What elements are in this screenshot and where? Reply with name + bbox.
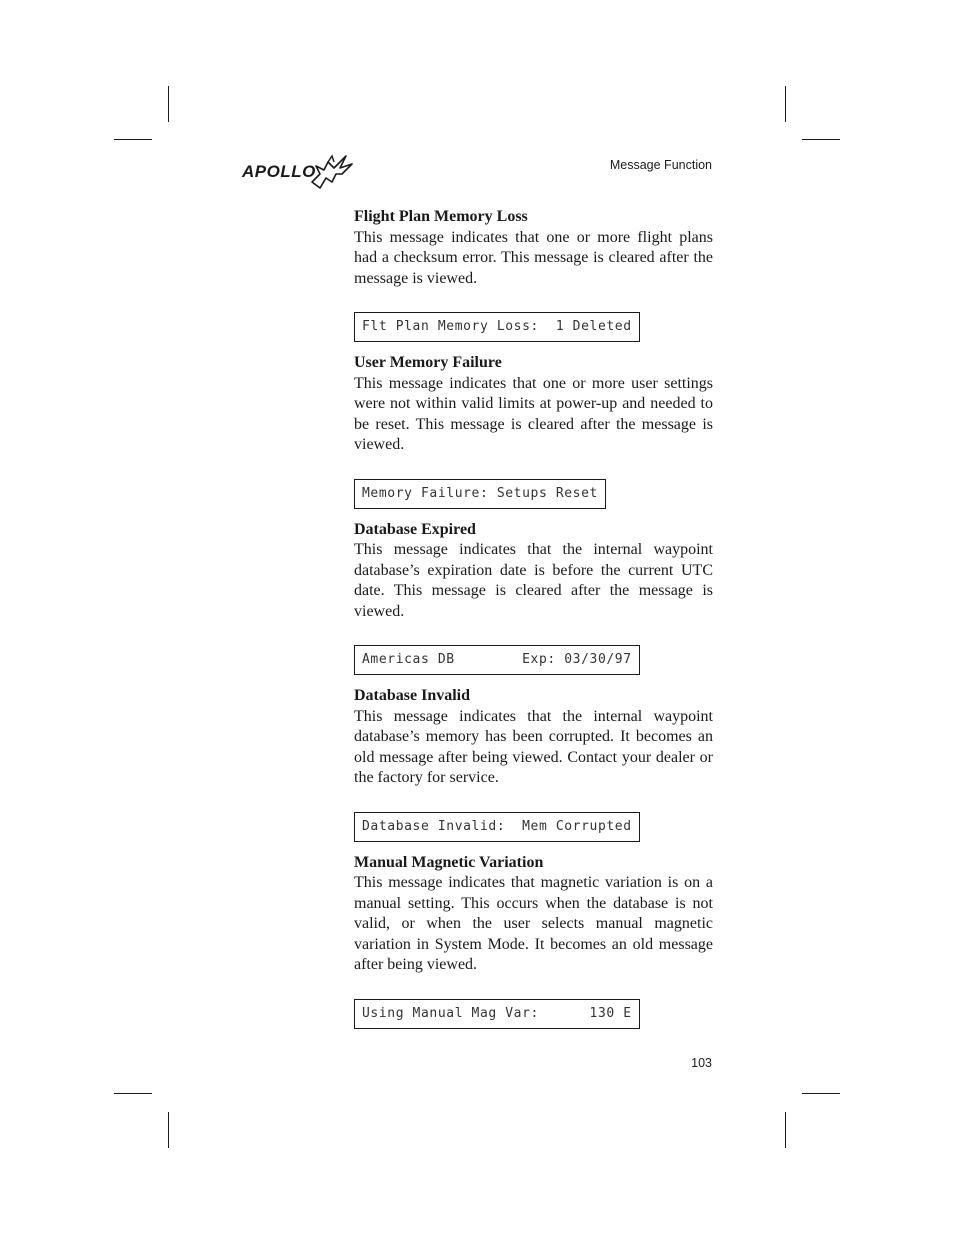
crop-mark	[168, 1112, 169, 1148]
message-title: User Memory Failure	[354, 354, 502, 371]
message-description: This message indicates that the internal waypoint database’s memory has been corrupted. It becomes an old message after being viewed. Contact your dealer or the factory for service.	[354, 707, 713, 786]
message-title: Manual Magnetic Variation	[354, 853, 544, 871]
section-title: Message Function	[609, 158, 712, 172]
page-number: 103	[691, 1056, 712, 1070]
message-title: Database Expired	[354, 520, 476, 538]
display-screen: Memory Failure: Setups Reset	[354, 479, 606, 509]
message-list	[354, 207, 713, 1040]
message-description: This message indicates that magnetic variation is on a manual setting. This occurs when the database is not valid, or when the user selects manual magnetic variation in System Mode. It becomes an old message after being viewed.	[354, 874, 713, 973]
pegasus-icon	[306, 152, 356, 190]
crop-mark	[168, 86, 169, 122]
logo-text: APOLLO	[242, 162, 316, 181]
message-title: Database Invalid	[354, 687, 471, 704]
message-section	[354, 853, 713, 1040]
message-description: This message indicates that the internal waypoint database’s expiration date is before the current UTC date. This message is cleared after the message is viewed.	[354, 541, 713, 620]
message-section	[354, 353, 713, 520]
crop-mark	[802, 1093, 840, 1094]
display-screen: Using Manual Mag Var: 130 E	[354, 999, 640, 1029]
message-title: Flight Plan Memory Loss	[354, 208, 528, 225]
message-description: This message indicates that one or more flight plans had a checksum error. This message is cleared after the message is viewed.	[354, 228, 713, 287]
crop-mark	[114, 1093, 152, 1094]
crop-mark	[114, 139, 152, 140]
display-screen: Americas DB Exp: 03/30/97	[354, 645, 640, 675]
message-section	[354, 207, 713, 353]
message-description: This message indicates that one or more user settings were not within valid limits at power-up and needed to be reset. This message is cleared after the message is viewed.	[354, 374, 713, 453]
crop-mark	[785, 86, 786, 122]
apollo-logo	[240, 152, 360, 192]
crop-mark	[785, 1112, 786, 1148]
crop-mark	[802, 139, 840, 140]
message-section	[354, 686, 713, 853]
display-screen: Database Invalid: Mem Corrupted	[354, 812, 640, 842]
display-screen: Flt Plan Memory Loss: 1 Deleted	[354, 312, 640, 342]
message-section	[354, 520, 713, 687]
